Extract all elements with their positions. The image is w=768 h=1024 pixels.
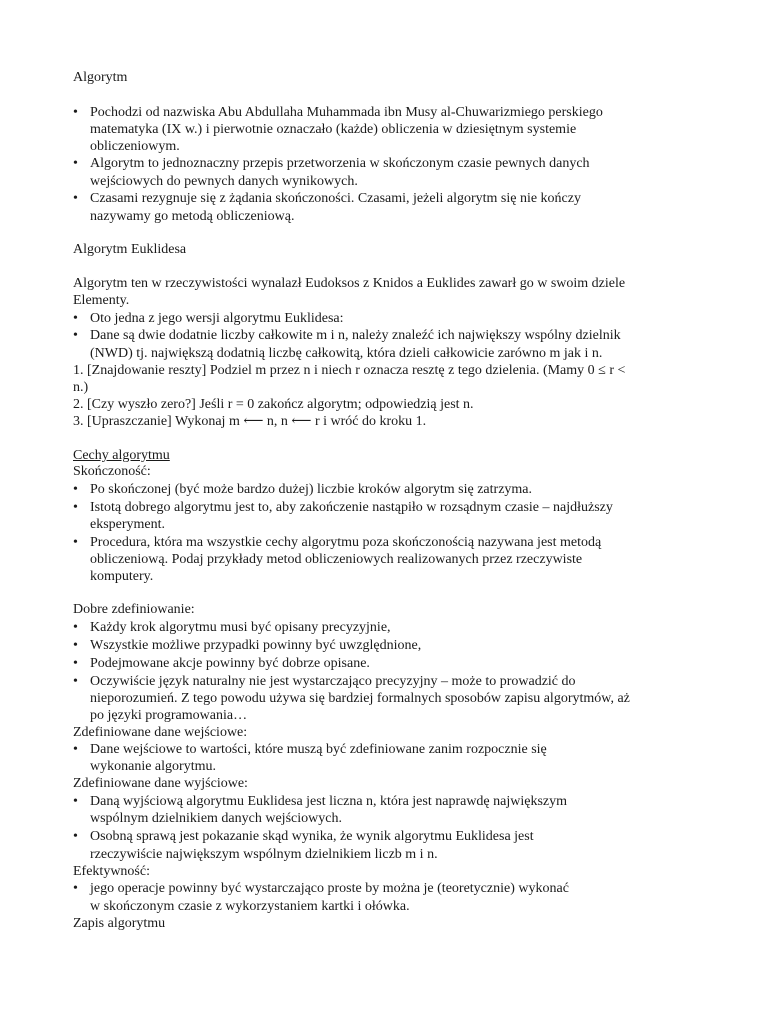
euklides-bullet-1: Oto jedna z jego wersji algorytmu Euklidesa: xyxy=(90,311,344,326)
skonczonosc-bullet-3-line-2: obliczeniową. Podaj przykłady metod obliczeniowych realizowanych przez rzeczywiste xyxy=(90,552,583,567)
cechy-heading: Cechy algorytmu xyxy=(73,448,170,463)
bullet-marker: • xyxy=(73,656,78,671)
wejscie-bullet-1-line-2: wykonanie algorytmu. xyxy=(90,759,216,774)
bullet-marker: • xyxy=(73,191,78,206)
dobre-bullet-1: Każdy krok algorytmu musi być opisany precyzyjnie, xyxy=(90,620,391,635)
wejscie-bullet-1-line-1: Dane wejściowe to wartości, które muszą być zdefiniowane zanim rozpocznie się xyxy=(90,742,547,757)
bullet-marker: • xyxy=(73,794,78,809)
skonczonosc-bullet-2-line-1: Istotą dobrego algorytmu jest to, aby zakończenie nastąpiło w rozsądnym czasie – najdłuższy xyxy=(90,500,613,515)
wyjscie-label: Zdefiniowane dane wyjściowe: xyxy=(73,776,248,791)
step-3: 3. [Upraszczanie] Wykonaj m ⟵ n, n ⟵ r i wróć do kroku 1. xyxy=(73,414,427,429)
intro-bullet-3-line-2: nazywamy go metodą obliczeniową. xyxy=(90,209,295,224)
intro-bullet-1-line-3: obliczeniowym. xyxy=(90,139,180,154)
step-2: 2. [Czy wyszło zero?] Jeśli r = 0 zakończ algorytm; odpowiedzią jest n. xyxy=(73,397,474,412)
step-1-line-1: 1. [Znajdowanie reszty] Podziel m przez n i niech r oznacza resztę z tego dzielenia. (Mamy 0 ≤ r < xyxy=(73,363,626,378)
bullet-marker: • xyxy=(73,620,78,635)
wyjscie-bullet-1-line-1: Daną wyjściową algorytmu Euklidesa jest liczna n, która jest naprawdę największym xyxy=(90,794,568,809)
wyjscie-bullet-2-line-1: Osobną sprawą jest pokazanie skąd wynika, że wynik algorytmu Euklidesa jest xyxy=(90,829,534,844)
bullet-marker: • xyxy=(73,535,78,550)
dobre-bullet-2: Wszystkie możliwe przypadki powinny być uwzględnione, xyxy=(90,638,422,653)
efektywnosc-label: Efektywność: xyxy=(73,864,150,879)
wejscie-label: Zdefiniowane dane wejściowe: xyxy=(73,725,248,740)
bullet-marker: • xyxy=(73,105,78,120)
step-1-line-2: n.) xyxy=(73,380,89,395)
intro-bullet-3-line-1: Czasami rezygnuje się z żądania skończoności. Czasami, jeżeli algorytm się nie kończy xyxy=(90,191,581,206)
bullet-marker: • xyxy=(73,328,78,343)
bullet-marker: • xyxy=(73,311,78,326)
skonczonosc-bullet-3-line-1: Procedura, która ma wszystkie cechy algorytmu poza skończonością nazywana jest metodą xyxy=(90,535,602,550)
bullet-marker: • xyxy=(73,674,78,689)
wyjscie-bullet-1-line-2: wspólnym dzielnikiem danych wejściowych. xyxy=(90,811,342,826)
intro-bullet-2-line-2: wejściowych do pewnych danych wynikowych. xyxy=(90,174,358,189)
intro-bullet-1-line-1: Pochodzi od nazwiska Abu Abdullaha Muhammada ibn Musy al-Chuwarizmiego perskiego xyxy=(90,105,603,120)
euklides-heading: Algorytm Euklidesa xyxy=(73,242,187,257)
euklides-bullet-2-line-1: Dane są dwie dodatnie liczby całkowite m i n, należy znaleźć ich największy wspólny dzielnik xyxy=(90,328,621,343)
bullet-marker: • xyxy=(73,638,78,653)
skonczonosc-bullet-2-line-2: eksperyment. xyxy=(90,517,166,532)
dobre-bullet-4-line-3: po języki programowania… xyxy=(90,708,248,723)
bullet-marker: • xyxy=(73,482,78,497)
bullet-marker: • xyxy=(73,829,78,844)
bullet-marker: • xyxy=(73,742,78,757)
skonczonosc-label: Skończoność: xyxy=(73,464,151,479)
dobre-bullet-4-line-1: Oczywiście język naturalny nie jest wystarczająco precyzyjny – może to prowadzić do xyxy=(90,674,576,689)
wyjscie-bullet-2-line-2: rzeczywiście największym wspólnym dzielnikiem liczb m i n. xyxy=(90,847,438,862)
euklides-paragraph-line-2: Elementy. xyxy=(73,293,130,308)
euklides-bullet-2-line-2: (NWD) tj. największą dodatnią liczbę całkowitą, która dzieli całkowicie zarówno m jak i n. xyxy=(90,346,603,361)
dobre-label: Dobre zdefiniowanie: xyxy=(73,602,195,617)
bullet-marker: • xyxy=(73,881,78,896)
intro-bullet-2-line-1: Algorytm to jednoznaczny przepis przetworzenia w skończonym czasie pewnych danych xyxy=(90,156,590,171)
efektywnosc-bullet-1-line-2: w skończonym czasie z wykorzystaniem kartki i ołówka. xyxy=(90,899,410,914)
document-title: Algorytm xyxy=(73,70,128,85)
zapis-label: Zapis algorytmu xyxy=(73,916,166,931)
skonczonosc-bullet-1: Po skończonej (być może bardzo dużej) liczbie kroków algorytm się zatrzyma. xyxy=(90,482,533,497)
efektywnosc-bullet-1-line-1: jego operacje powinny być wystarczająco proste by można je (teoretycznie) wykonać xyxy=(90,881,569,896)
bullet-marker: • xyxy=(73,500,78,515)
euklides-paragraph-line-1: Algorytm ten w rzeczywistości wynalazł Eudoksos z Knidos a Euklides zawarł go w swoim dziele xyxy=(73,276,626,291)
bullet-marker: • xyxy=(73,156,78,171)
dobre-bullet-3: Podejmowane akcje powinny być dobrze opisane. xyxy=(90,656,370,671)
dobre-bullet-4-line-2: nieporozumień. Z tego powodu używa się bardziej formalnych sposobów zapisu algorytmów, aż xyxy=(90,691,630,706)
skonczonosc-bullet-3-line-3: komputery. xyxy=(90,569,154,584)
intro-bullet-1-line-2: matematyka (IX w.) i pierwotnie oznaczało (każde) obliczenia w dziesiętnym systemie xyxy=(90,122,577,137)
